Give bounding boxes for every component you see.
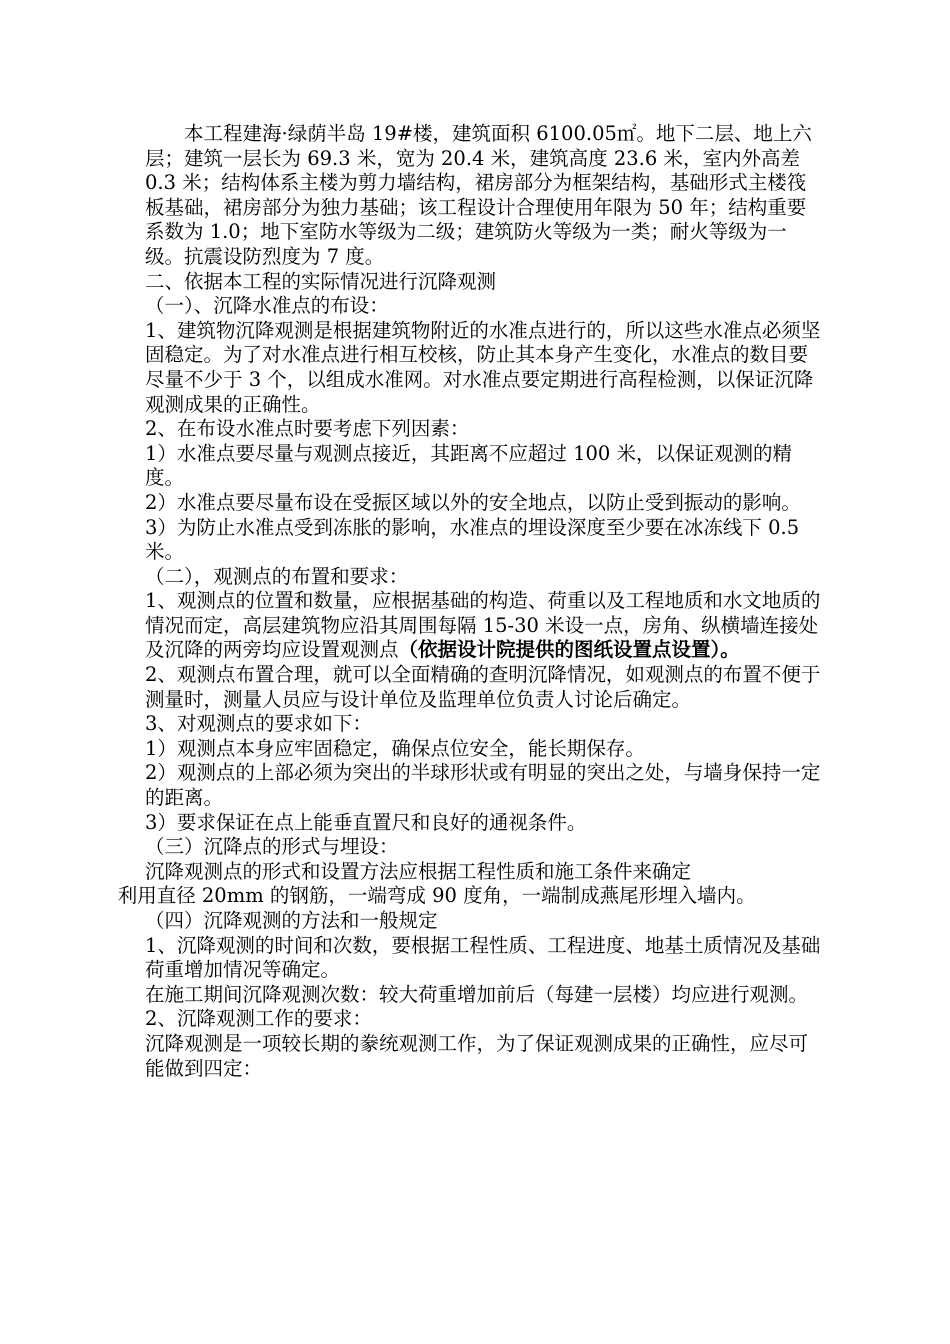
paragraph-settlement-form: 沉降观测点的形式和设置方法应根据工程性质和施工条件来确定 — [145, 859, 692, 883]
document-body — [117, 122, 825, 1081]
heading-observation-points: （二），观测点的布置和要求： — [145, 564, 409, 588]
heading-settlement-point-form: （三）沉降点的形式与埋设： — [145, 835, 399, 859]
paragraph-method-frequency: 在施工期间沉降观测次数：较大荷重增加前后（每建一层楼）均应进行观测。 — [145, 982, 809, 1006]
paragraph-benchmark-2: 2、在布设水准点时要考虑下列因素： — [145, 417, 470, 441]
paragraph-method-2: 2、沉降观测工作的要求： — [145, 1007, 372, 1031]
heading-benchmark-layout: （一）、沉降水准点的布设： — [145, 294, 389, 318]
paragraph-four-fixed: 沉降观测是一项较长期的豢统观测工作，为了保证观测成果的正确性，应尽可能做到四定： — [145, 1031, 809, 1080]
paragraph-rebar-embed: 利用直径 20mm 的钢筋，一端弯成 90 度角，一端制成燕尾形埋入墙内。 — [117, 884, 756, 908]
list-item-benchmark-factor-2: 2）水准点要尽量布设在受振区域以外的安全地点，以防止受到振动的影响。 — [145, 490, 801, 514]
list-item-observation-req-3: 3）要求保证在点上能垂直置尺和良好的通视条件。 — [145, 810, 587, 834]
paragraph-observation-2: 2、观测点布置合理，就可以全面精确的查明沉降情况，如观测点的布置不便于测量时，测量人员应与设计单位及监理单位负责人讨论后确定。 — [145, 663, 821, 711]
paragraph-benchmark-1: 1、建筑物沉降观测是根据建筑物附近的水准点进行的，所以这些水准点必须坚固稳定。为了对水准点进行相互校核，防止其本身产生变化，水准点的数目要尽量不少于 3 个，以组成水准网。对水准点要定期进行高程检测，以保证沉降观测成果的正确性。 — [145, 318, 821, 416]
heading-observation-method: （四）沉降观测的方法和一般规定 — [145, 909, 438, 932]
paragraph-observation-1-bold: （依据设计院提供的图纸设置点设置）。 — [398, 638, 740, 662]
heading-section-two: 二、依据本工程的实际情况进行沉降观测 — [145, 269, 497, 293]
list-item-benchmark-factor-3: 3）为防止水准点受到冻胀的影响，水准点的埋设深度至少要在冰冻线下 0.5 米。 — [145, 515, 800, 564]
paragraph-project-overview: 本工程建海·绿荫半岛 19#楼，建筑面积 6100.05㎡。地下二层、地上六层；建筑一层长为 69.3 米，宽为 20.4 米，建筑高度 23.6 米，室内外高差 0.3 米；结构体系主楼为剪力墙结构，裙房部分为框架结构，基础形式主楼筏板基础，裙房部分为独力基础；该工程设计合理使用年限为 50 年；结构重要系数为 1.0；地下室防水等级为二级；建筑防火等级为一类；耐火等级为一级。抗震设防烈度为 7 度。 — [145, 122, 812, 268]
list-item-observation-req-1: 1）观测点本身应牢固稳定，确保点位安全，能长期保存。 — [145, 736, 645, 760]
list-item-observation-req-2: 2）观测点的上部必须为突出的半球形状或有明显的突出之处，与墙身保持一定的距离。 — [145, 761, 821, 810]
paragraph-observation-1 — [145, 589, 825, 663]
list-item-benchmark-factor-1: 1）水准点要尽量与观测点接近，其距离不应超过 100 米，以保证观测的精度。 — [145, 441, 793, 490]
paragraph-observation-1-text: 1、观测点的位置和数量，应根据基础的构造、荷重以及工程地质和水文地质的情况而定，高层建筑物应沿其周围每隔 15-30 米设一点，房角、纵横墙连接处及沉降的两旁均应设置观测点 — [145, 589, 821, 662]
paragraph-method-1: 1、沉降观测的时间和次数，要根据工程性质、工程进度、地基土质情况及基础荷重增加情况等确定。 — [145, 933, 821, 982]
paragraph-observation-3: 3、对观测点的要求如下： — [145, 712, 372, 736]
